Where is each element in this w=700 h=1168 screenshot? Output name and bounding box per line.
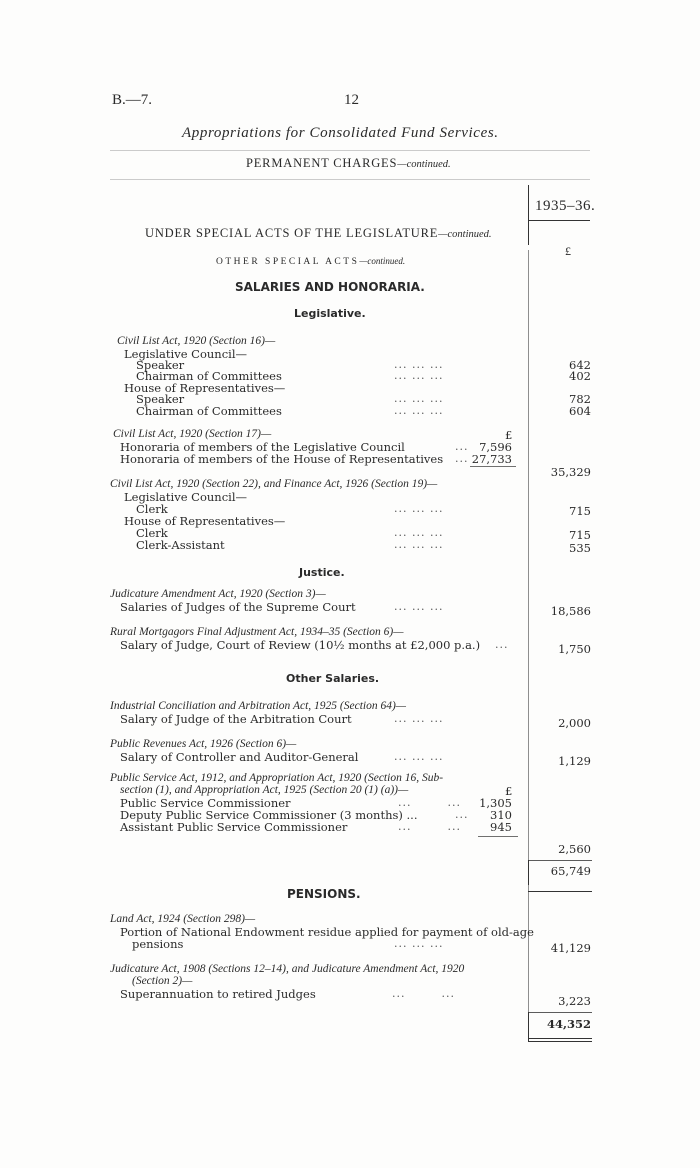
- leader-dots: ... ...: [398, 820, 461, 833]
- clerk-assistant-label: Clerk-Assistant: [136, 538, 225, 552]
- special-acts-main: UNDER SPECIAL ACTS OF THE LEGISLATURE: [145, 226, 439, 240]
- amount-national-endowment: 41,129: [550, 941, 591, 955]
- amount-controller: 1,129: [558, 754, 591, 768]
- legislative-council-label: Legislative Council—: [124, 347, 248, 361]
- leader-dots: ... ... ...: [394, 358, 444, 371]
- header-rule: [110, 150, 590, 151]
- leader-dots: ... ... ...: [394, 538, 444, 551]
- page-title: Appropriations for Consolidated Fund Services.: [182, 125, 499, 141]
- chairman-label: Chairman of Committees: [136, 369, 282, 383]
- amount-chairman: 402: [569, 369, 591, 383]
- special-acts-continued: —continued.: [438, 229, 492, 240]
- industrial-conciliation-title: Industrial Conciliation and Arbitration Act, 1925 (Section 64)—: [110, 700, 407, 712]
- superannuation-label: Superannuation to retired Judges: [120, 987, 316, 1001]
- amount-house-speaker: 782: [569, 392, 591, 406]
- other-special-heading: [216, 256, 405, 267]
- leader-dots: ...: [495, 638, 509, 651]
- house-clerk-label: Clerk: [136, 526, 168, 540]
- amount-superannuation: 3,223: [558, 994, 591, 1008]
- public-revenues-title: Public Revenues Act, 1926 (Section 6)—: [110, 738, 297, 750]
- total-box-rule: [528, 860, 529, 885]
- leader-dots: ... ...: [392, 987, 455, 1000]
- amount-council-honoraria: 7,596: [479, 440, 512, 454]
- house-chairman-label: Chairman of Committees: [136, 404, 282, 418]
- national-endowment-label-cont: pensions: [132, 937, 184, 951]
- assistant-commissioner-label: Assistant Public Service Commissioner: [120, 820, 348, 834]
- council-honoraria-label: Honoraria of members of the Legislative Council: [120, 440, 405, 454]
- leader-dots: ... ... ...: [394, 392, 444, 405]
- subtitle: [246, 156, 451, 171]
- judicature-act-title-line2: (Section 2)—: [132, 975, 193, 987]
- pensions-heading: PENSIONS.: [287, 887, 361, 901]
- house-label: House of Representatives—: [124, 381, 286, 395]
- land-act-title: Land Act, 1924 (Section 298)—: [110, 913, 256, 925]
- double-rule-lower: [528, 1041, 592, 1042]
- leader-dots: ...: [455, 808, 469, 821]
- currency-symbol: £: [565, 244, 571, 258]
- other-salaries-heading: Other Salaries.: [286, 672, 380, 685]
- controller-label: Salary of Controller and Auditor-General: [120, 750, 359, 764]
- other-special-continued: —continued.: [359, 256, 406, 266]
- leader-dots: ... ... ...: [394, 526, 444, 539]
- house-speaker-label: Speaker: [136, 392, 185, 406]
- amount-public-service-total: 2,560: [558, 842, 591, 856]
- national-endowment-label: Portion of National Endowment residue applied for payment of old-age: [120, 925, 534, 939]
- speaker-label: Speaker: [136, 358, 185, 372]
- justice-heading: Justice.: [299, 566, 345, 579]
- judicature-act-title-line1: Judicature Act, 1908 (Sections 12–14), and Judicature Amendment Act, 1920: [110, 963, 465, 975]
- leader-dots: ... ...: [398, 796, 461, 809]
- arbitration-court-label: Salary of Judge of the Arbitration Court: [120, 712, 352, 726]
- leader-dots: ... ... ...: [394, 937, 444, 950]
- amount-arbitration-court: 2,000: [558, 716, 591, 730]
- public-service-title-line1: Public Service Act, 1912, and Appropriation Act, 1920 (Section 16, Sub-: [110, 772, 444, 784]
- subtitle-continued: —continued.: [397, 159, 451, 170]
- amount-assistant-commissioner: 945: [490, 820, 512, 834]
- special-acts-heading: [145, 226, 492, 241]
- public-service-title-line2: section (1), and Appropriation Act, 1925 (Section 20 (1) (a))—: [120, 784, 409, 796]
- house-honoraria-label: Honoraria of members of the House of Representatives: [120, 452, 444, 466]
- amount-clerk: 715: [569, 504, 591, 518]
- deputy-commissioner-label: Deputy Public Service Commissioner (3 months) ...: [120, 808, 418, 822]
- column-rule-main: [528, 250, 529, 1020]
- amount-clerk-assistant: 535: [569, 541, 591, 555]
- subtotal-rule: [470, 466, 516, 467]
- total-rule: [528, 1012, 592, 1013]
- leader-dots: ... ... ...: [394, 369, 444, 382]
- court-of-review-label: Salary of Judge, Court of Review (10½ months at £2,000 p.a.): [120, 638, 481, 652]
- judicature-amendment-title: Judicature Amendment Act, 1920 (Section 3)—: [110, 588, 326, 600]
- amount-house-chairman: 604: [569, 404, 591, 418]
- other-special-main: OTHER SPECIAL ACTS: [216, 257, 360, 267]
- leader-dots: ...: [455, 452, 469, 465]
- leader-dots: ... ... ...: [394, 712, 444, 725]
- salaries-heading: SALARIES AND HONORARIA.: [235, 280, 425, 294]
- judges-label: Salaries of Judges of the Supreme Court: [120, 600, 356, 614]
- leader-dots: ... ... ...: [394, 502, 444, 515]
- legislative-council-label: Legislative Council—: [124, 490, 248, 504]
- pound-sign: £: [505, 428, 513, 442]
- subtitle-main: PERMANENT CHARGES: [246, 156, 398, 170]
- column-rule-top: [528, 185, 529, 245]
- house-label: House of Representatives—: [124, 514, 286, 528]
- subtotal-rule: [478, 836, 518, 837]
- year-rule: [528, 220, 590, 221]
- clerk-label: Clerk: [136, 502, 168, 516]
- pensions-rule: [528, 891, 592, 892]
- commissioner-label: Public Service Commissioner: [120, 796, 291, 810]
- civil-list-17-title: Civil List Act, 1920 (Section 17)—: [113, 428, 272, 440]
- leader-dots: ... ... ...: [394, 600, 444, 613]
- civil-list-16-title: Civil List Act, 1920 (Section 16)—: [117, 335, 276, 347]
- legislative-heading: Legislative.: [294, 307, 366, 320]
- year-heading: 1935–36.: [535, 198, 596, 214]
- pound-sign: £: [505, 784, 513, 798]
- amount-house-honoraria: 27,733: [471, 452, 512, 466]
- amount-salaries-total: 65,749: [550, 864, 591, 878]
- rural-mortgagors-title: Rural Mortgagors Final Adjustment Act, 1934–35 (Section 6)—: [110, 626, 404, 638]
- leader-dots: ... ... ...: [394, 750, 444, 763]
- double-rule-upper: [528, 1038, 592, 1039]
- amount-commissioner: 1,305: [479, 796, 512, 810]
- amount-speaker: 642: [569, 358, 591, 372]
- amount-court-of-review: 1,750: [558, 642, 591, 656]
- amount-civil-list-17-total: 35,329: [550, 465, 591, 479]
- civil-list-22-title: Civil List Act, 1920 (Section 22), and Finance Act, 1926 (Section 19)—: [110, 478, 438, 490]
- document-ref: B.—7.: [112, 92, 153, 108]
- total-rule: [528, 860, 592, 861]
- amount-pensions-total: 44,352: [546, 1017, 591, 1031]
- amount-deputy-commissioner: 310: [490, 808, 512, 822]
- leader-dots: ... ... ...: [394, 404, 444, 417]
- amount-judges: 18,586: [550, 604, 591, 618]
- amount-house-clerk: 715: [569, 528, 591, 542]
- subtitle-rule: [110, 179, 590, 180]
- leader-dots: ...: [455, 440, 469, 453]
- page-number: 12: [344, 92, 359, 108]
